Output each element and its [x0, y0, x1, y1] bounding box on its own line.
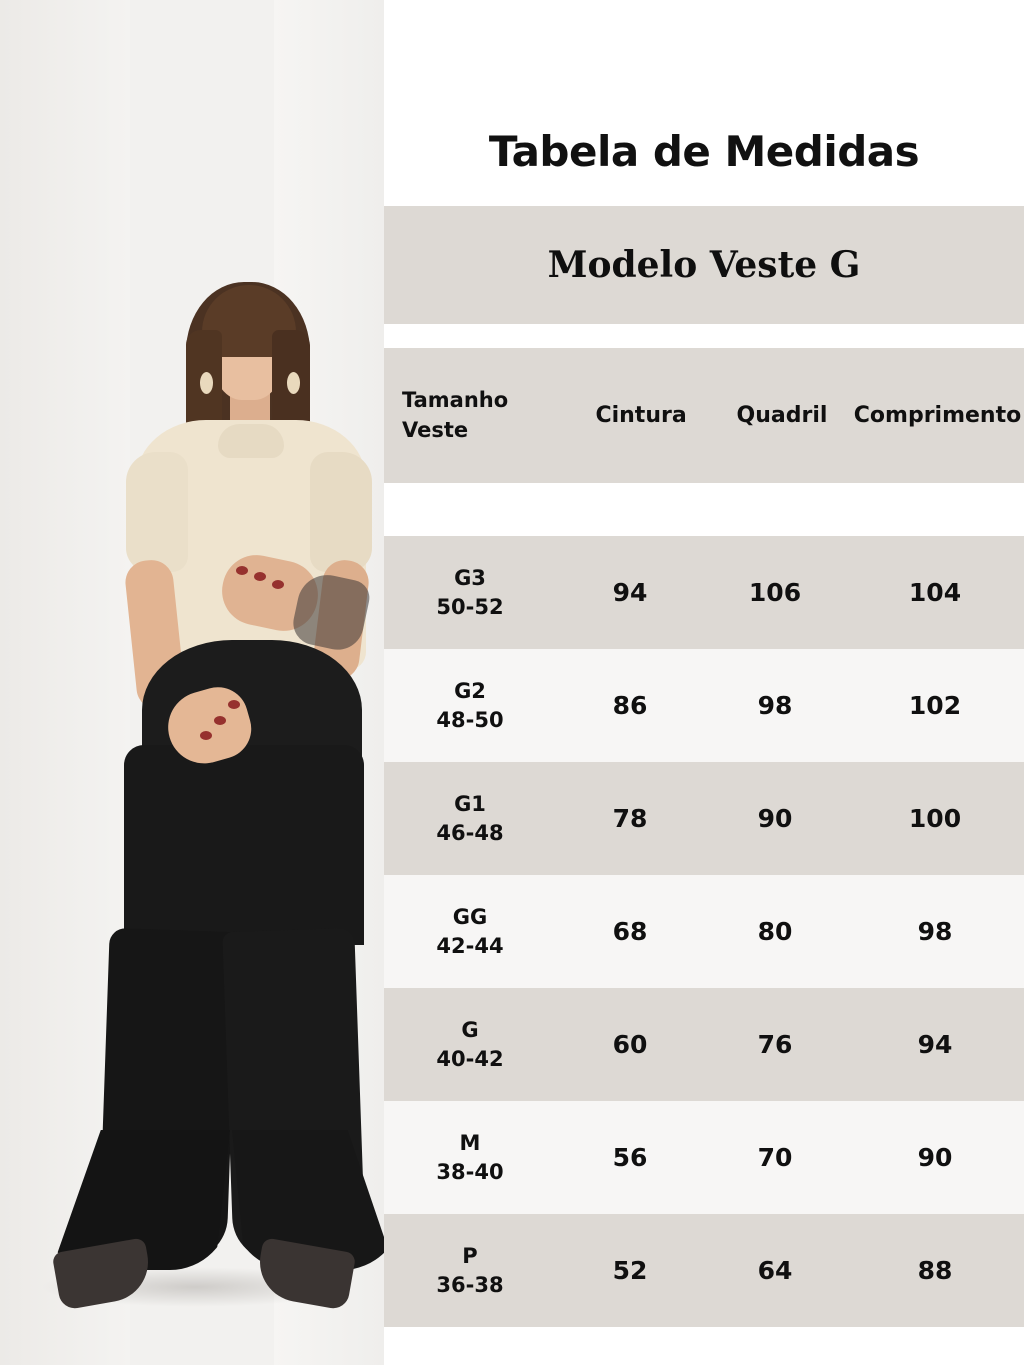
nail-2 [214, 716, 226, 725]
row-hip: 98 [757, 691, 793, 720]
row-hip: 64 [757, 1256, 793, 1285]
row-size [384, 1129, 556, 1186]
row-waist: 68 [612, 917, 648, 946]
model-photo [0, 0, 384, 1365]
sleeve-left [126, 452, 188, 572]
row-length: 98 [917, 917, 953, 946]
earring-left [200, 372, 213, 394]
row-size-range: 40-42 [436, 1046, 504, 1071]
row-waist: 78 [612, 804, 648, 833]
row-hip: 90 [757, 804, 793, 833]
row-size-label: G1 [454, 792, 486, 817]
table-row [384, 1214, 1024, 1327]
top-collar [218, 424, 284, 458]
row-size-label: P [462, 1244, 478, 1269]
row-length: 88 [917, 1256, 953, 1285]
row-size [384, 903, 556, 960]
row-size-range: 50-52 [436, 594, 504, 619]
header-size-line1: Tamanho [402, 388, 509, 413]
table-row [384, 1101, 1024, 1214]
chart-content [384, 0, 1024, 1365]
row-size-label: M [459, 1131, 481, 1156]
row-waist: 52 [612, 1256, 648, 1285]
row-size-range: 42-44 [436, 933, 504, 958]
row-size [384, 1242, 556, 1299]
table-row [384, 536, 1024, 649]
earring-right [287, 372, 300, 394]
table-row [384, 649, 1024, 762]
header-length: Comprimento [853, 403, 1022, 428]
row-size [384, 677, 556, 734]
header-waist: Cintura [595, 403, 687, 428]
model-figure [0, 0, 384, 1365]
row-size-range: 46-48 [436, 820, 504, 845]
nail-6 [272, 580, 284, 589]
row-waist: 60 [612, 1030, 648, 1059]
row-waist: 94 [612, 578, 648, 607]
row-size-range: 48-50 [436, 707, 504, 732]
row-size-range: 38-40 [436, 1159, 504, 1184]
measurements-table [384, 348, 1024, 1327]
nail-5 [254, 572, 266, 581]
header-spacer [384, 483, 1024, 536]
table-header-row [384, 348, 1024, 483]
row-size [384, 1016, 556, 1073]
table-row [384, 762, 1024, 875]
sleeve-right [310, 452, 372, 572]
header-size-line2: Veste [402, 417, 469, 442]
pants-hip [124, 745, 364, 945]
row-size-label: G [461, 1018, 479, 1043]
header-size [392, 386, 569, 445]
row-length: 90 [917, 1143, 953, 1172]
row-length: 100 [908, 804, 962, 833]
row-hip: 80 [757, 917, 793, 946]
row-length: 104 [908, 578, 962, 607]
subtitle-band [384, 206, 1024, 324]
row-waist: 86 [612, 691, 648, 720]
header-hip: Quadril [736, 403, 828, 428]
title-band [384, 96, 1024, 206]
row-size-label: G2 [454, 679, 486, 704]
row-length: 102 [908, 691, 962, 720]
row-waist: 56 [612, 1143, 648, 1172]
row-hip: 106 [748, 578, 802, 607]
page-title: Tabela de Medidas [488, 126, 920, 176]
row-hip: 70 [757, 1143, 793, 1172]
row-size-label: GG [452, 905, 488, 930]
row-hip: 76 [757, 1030, 793, 1059]
nail-1 [228, 700, 240, 709]
page-subtitle: Modelo Veste G [547, 244, 861, 286]
table-row [384, 988, 1024, 1101]
nail-3 [200, 731, 212, 740]
row-size-range: 36-38 [436, 1272, 504, 1297]
row-size-label: G3 [454, 566, 486, 591]
row-size [384, 564, 556, 621]
nail-4 [236, 566, 248, 575]
table-row [384, 875, 1024, 988]
row-size [384, 790, 556, 847]
row-length: 94 [917, 1030, 953, 1059]
